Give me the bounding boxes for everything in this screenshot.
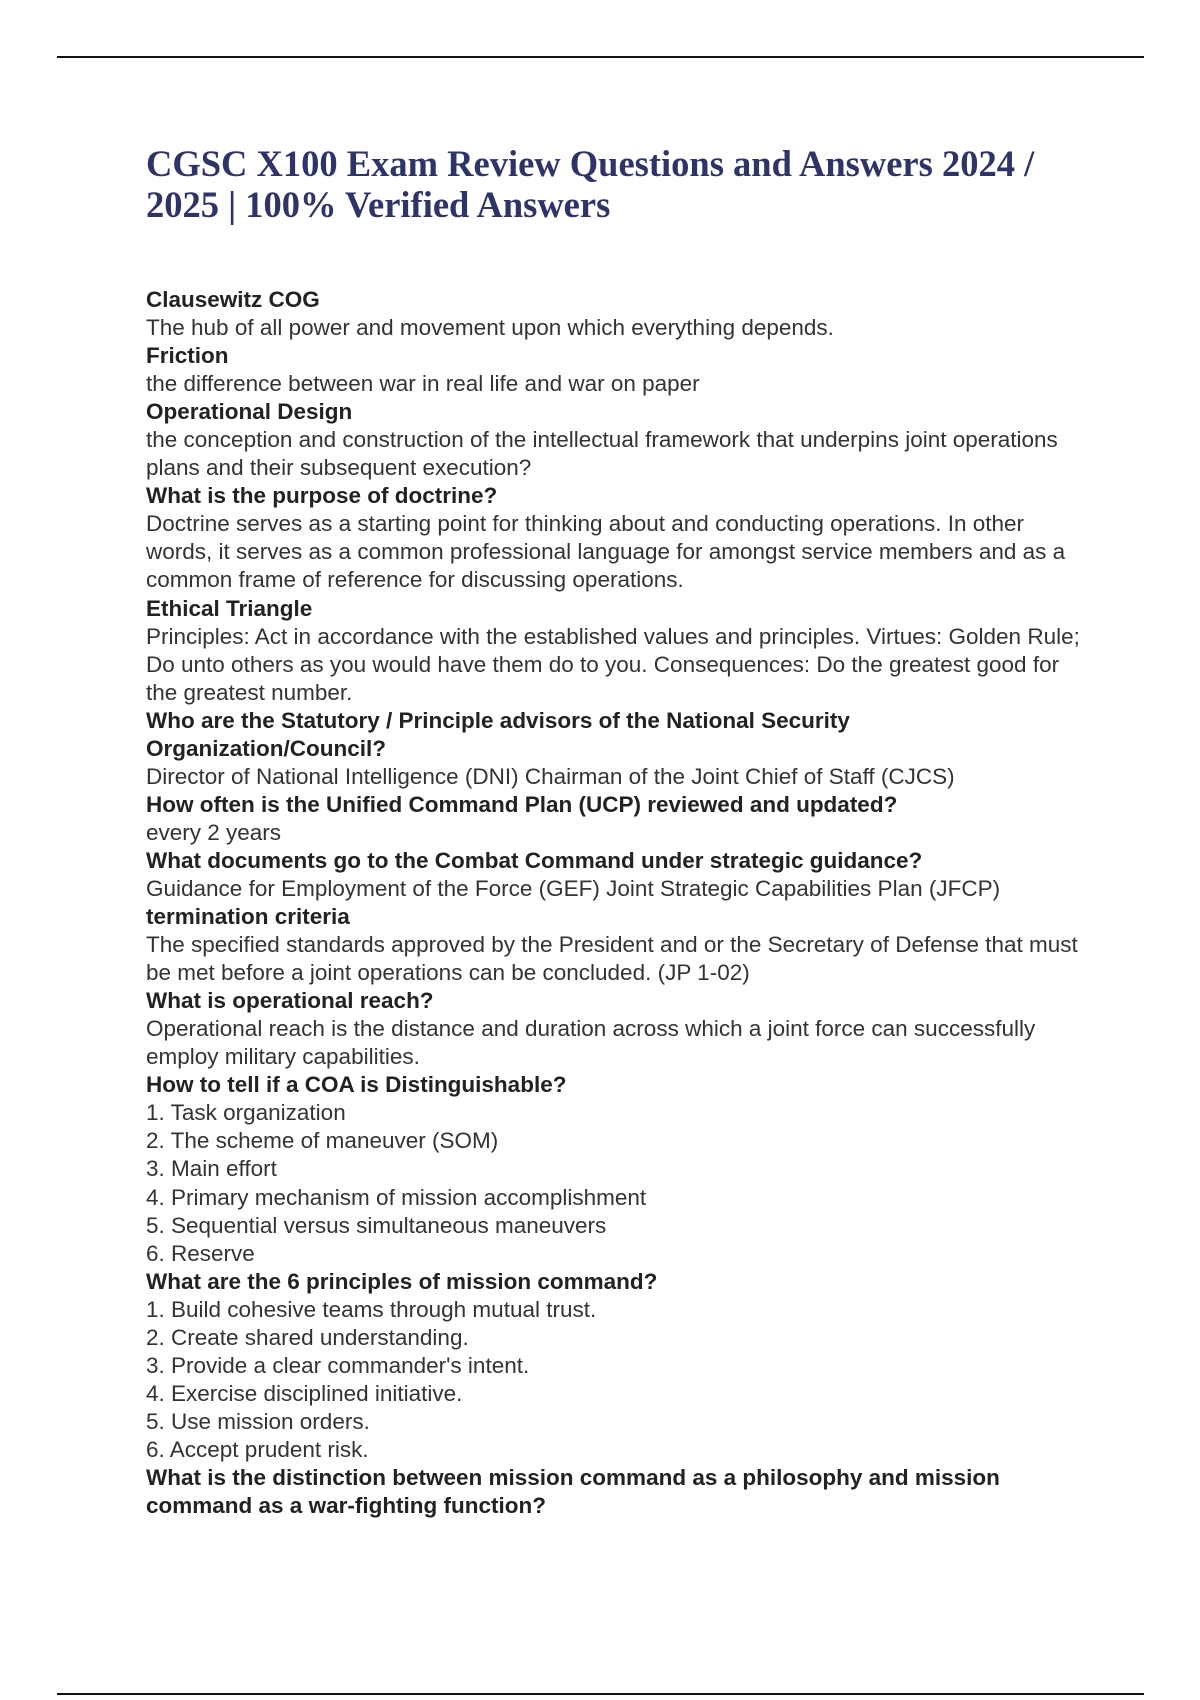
answer-list-item: 2. The scheme of maneuver (SOM) [146,1128,499,1154]
qa-list [146,286,1086,1520]
answer-list-item: 1. Task organization [146,1100,346,1126]
question-term: What is the distinction between mission command as a philosophy and mission command as a war-fighting function? [146,1464,1000,1519]
answer-text: Doctrine serves as a starting point for thinking about and conducting operations. In other words, it serves as a common professional language for amongst service members and as a common frame of reference for discussing operations. [146,511,1066,593]
document-title: CGSC X100 Exam Review Questions and Answers 2024 / 2025 | 100% Verified Answers [146,143,1035,225]
question-term: Friction [146,343,229,369]
question-term: Who are the Statutory / Principle advisors of the National Security Organization/Council? [146,707,850,761]
question-term: How to tell if a COA is Distinguishable? [146,1072,567,1098]
question-term: What documents go to the Combat Command under strategic guidance? [146,847,923,873]
answer-list-item: 4. Primary mechanism of mission accomplishment [146,1184,647,1210]
answer-list-item: 2. Create shared understanding. [146,1324,469,1350]
answer-list-item: 3. Provide a clear commander's intent. [146,1352,530,1378]
question-term: Operational Design [146,399,353,425]
answer-list-item: 4. Exercise disciplined initiative. [146,1380,463,1406]
question-term: How often is the Unified Command Plan (UCP) reviewed and updated? [146,791,898,817]
question-term: What is operational reach? [146,988,434,1014]
question-term: What are the 6 principles of mission command? [146,1268,658,1294]
top-rule [57,56,1144,58]
answer-list-item: 5. Sequential versus simultaneous maneuvers [146,1212,607,1238]
question-term: termination criteria [146,904,350,930]
answer-text: Principles: Act in accordance with the established values and principles. Virtues: Golden Rule; Do unto others as you would have them do to you. Consequences: Do the greatest good for the greatest number. [146,623,1080,705]
answer-text: The specified standards approved by the President and or the Secretary of Defense that must be met before a joint operations can be concluded. (JP 1-02) [146,932,1078,986]
question-term: What is the purpose of doctrine? [146,483,498,509]
answer-list-item: 6. Accept prudent risk. [146,1436,369,1462]
answer-text: Director of National Intelligence (DNI) Chairman of the Joint Chief of Staff (CJCS) [146,763,955,789]
answer-text: Guidance for Employment of the Force (GEF) Joint Strategic Capabilities Plan (JFCP) [146,875,1001,901]
answer-text: every 2 years [146,819,282,845]
answer-text: Operational reach is the distance and duration across which a joint force can successfully employ military capabilities. [146,1016,1036,1070]
answer-text: the conception and construction of the intellectual framework that underpins joint operations plans and their subsequent execution? [146,427,1058,481]
answer-text: the difference between war in real life and war on paper [146,371,700,397]
answer-list-item: 1. Build cohesive teams through mutual trust. [146,1296,597,1322]
answer-list-item: 6. Reserve [146,1240,255,1266]
question-term: Clausewitz COG [146,287,320,312]
answer-text: The hub of all power and movement upon which everything depends. [146,315,834,341]
bottom-rule [57,1693,1144,1695]
question-term: Ethical Triangle [146,595,313,621]
answer-list-item: 5. Use mission orders. [146,1408,370,1434]
answer-list-item: 3. Main effort [146,1156,277,1182]
